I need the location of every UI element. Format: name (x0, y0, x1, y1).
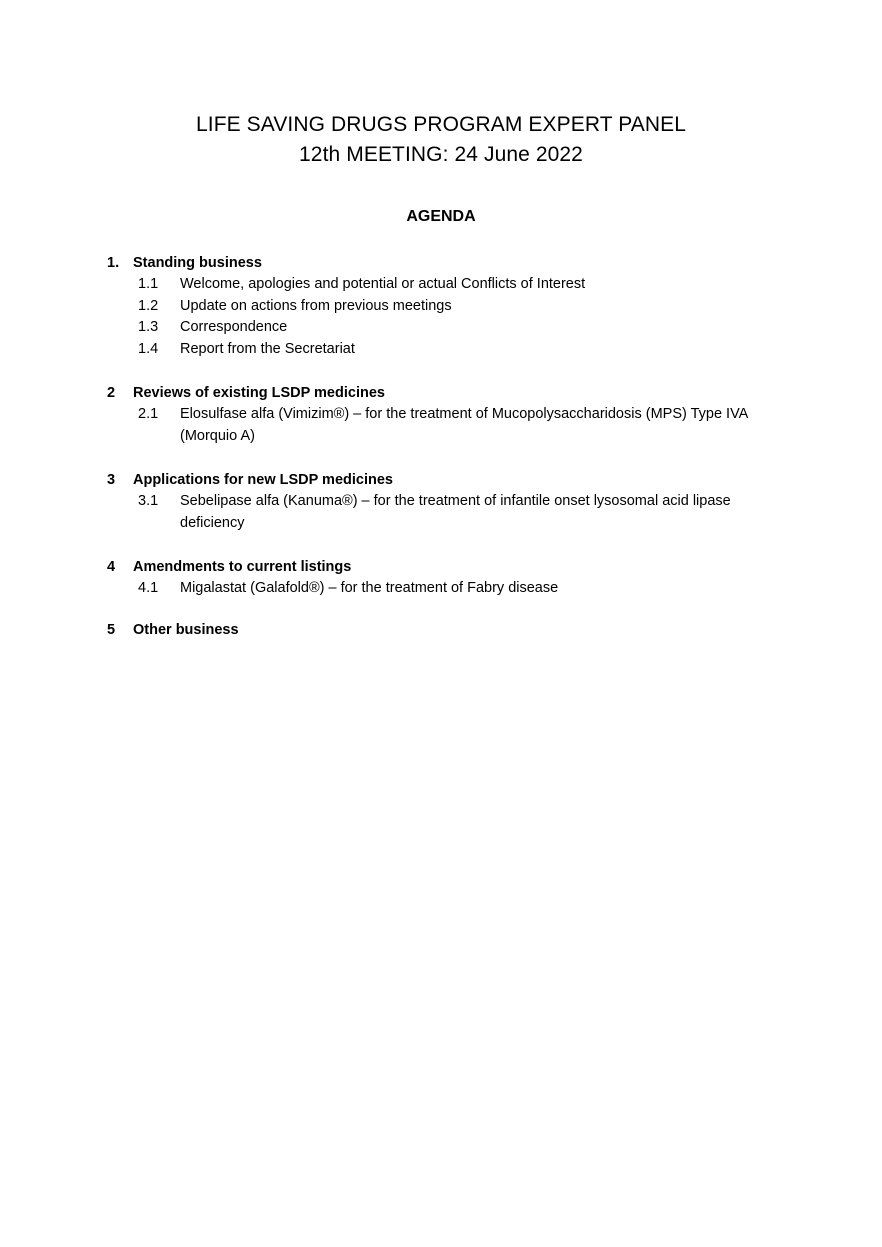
section-title: Applications for new LSDP medicines (133, 472, 393, 488)
section-heading (107, 619, 787, 641)
document-title (0, 110, 882, 170)
agenda-item (107, 296, 787, 318)
item-number: 1.1 (138, 276, 159, 292)
section-number: 3 (107, 472, 116, 488)
item-text: Welcome, apologies and potential or actual Conflicts of Interest (180, 276, 586, 292)
item-number: 2.1 (138, 406, 159, 422)
section-heading (107, 382, 787, 404)
agenda-item (107, 339, 787, 361)
title-line-meeting: 12th MEETING: 24 June 2022 (299, 143, 583, 166)
item-text: Report from the Secretariat (180, 341, 355, 358)
section-title: Amendments to current listings (133, 559, 352, 575)
title-line-program: LIFE SAVING DRUGS PROGRAM EXPERT PANEL (195, 113, 687, 136)
agenda-heading: AGENDA (406, 208, 476, 225)
item-number: 3.1 (138, 493, 159, 509)
item-text: Migalastat (Galafold®) – for the treatment of Fabry disease (180, 580, 559, 596)
item-number: 1.2 (138, 297, 159, 314)
section-title: Reviews of existing LSDP medicines (133, 385, 385, 401)
agenda-section-applications (107, 469, 787, 534)
agenda-item (107, 578, 787, 600)
section-number: 1. (107, 255, 120, 271)
agenda-item (107, 317, 787, 339)
item-text: Elosulfase alfa (Vimizim®) – for the treatment of Mucopolysaccharidosis (MPS) Type IVA (Morquio A) (180, 406, 748, 444)
section-number: 2 (107, 385, 116, 401)
section-heading (107, 252, 787, 274)
agenda-section-other-business (107, 619, 787, 641)
item-number: 4.1 (138, 580, 159, 596)
agenda-item (107, 404, 787, 447)
agenda-item (107, 274, 787, 296)
item-text: Sebelipase alfa (Kanuma®) – for the treatment of infantile onset lysosomal acid lipase deficiency (180, 493, 731, 531)
section-title: Other business (133, 622, 239, 638)
item-number: 1.4 (138, 341, 159, 358)
section-title: Standing business (133, 255, 262, 271)
item-number: 1.3 (138, 319, 159, 336)
section-number: 5 (107, 622, 116, 638)
agenda-section-amendments (107, 556, 787, 600)
item-text: Correspondence (180, 319, 288, 336)
section-heading (107, 556, 787, 578)
section-heading (107, 469, 787, 491)
agenda-item (107, 491, 787, 534)
agenda-section-reviews (107, 382, 787, 447)
agenda-section-standing-business (107, 252, 787, 361)
section-number: 4 (107, 559, 116, 575)
item-text: Update on actions from previous meetings (180, 297, 452, 314)
